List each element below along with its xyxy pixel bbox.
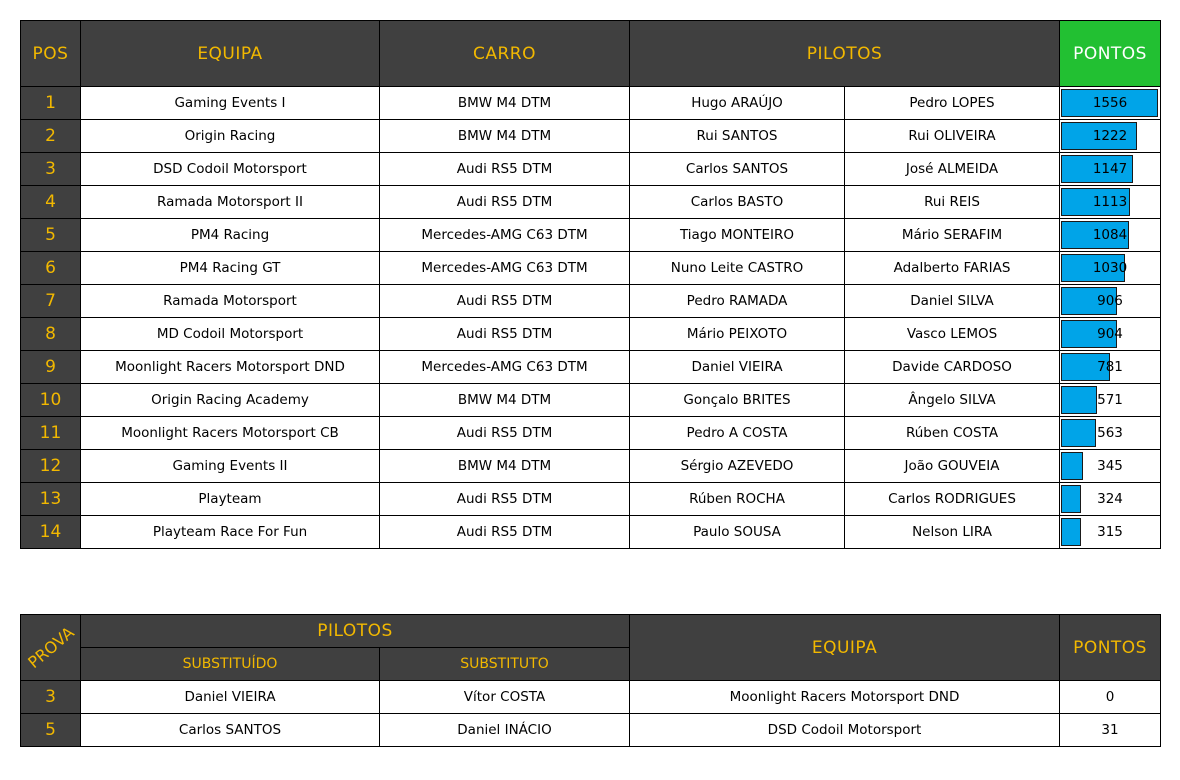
- standings-body: [21, 87, 1161, 549]
- driver1-cell: Gonçalo BRITES: [630, 384, 845, 417]
- subs-team-header: EQUIPA: [630, 615, 1060, 681]
- subs-points-cell: 0: [1060, 681, 1161, 714]
- driver2-cell: Nelson LIRA: [845, 516, 1060, 549]
- position-cell: 2: [21, 120, 81, 153]
- replaced-cell: Carlos SANTOS: [81, 714, 380, 747]
- replaced-header: SUBSTITUÍDO: [81, 648, 380, 681]
- points-cell: [1060, 351, 1161, 384]
- position-cell: 6: [21, 252, 81, 285]
- points-cell: [1060, 417, 1161, 450]
- position-cell: 10: [21, 384, 81, 417]
- driver2-cell: João GOUVEIA: [845, 450, 1060, 483]
- points-value: 906: [1097, 293, 1123, 309]
- driver1-cell: Rui SANTOS: [630, 120, 845, 153]
- points-value: 324: [1097, 491, 1123, 507]
- points-value: 345: [1097, 458, 1123, 474]
- points-value: 1556: [1092, 95, 1128, 111]
- standings-row: [21, 153, 1161, 186]
- car-cell: BMW M4 DTM: [380, 87, 630, 120]
- points-value: 904: [1097, 326, 1123, 342]
- position-cell: 11: [21, 417, 81, 450]
- position-cell: 3: [21, 153, 81, 186]
- subs-header-row-1: [21, 615, 1161, 648]
- team-cell: Ramada Motorsport II: [81, 186, 380, 219]
- position-cell: 9: [21, 351, 81, 384]
- car-cell: BMW M4 DTM: [380, 120, 630, 153]
- team-cell: MD Codoil Motorsport: [81, 318, 380, 351]
- points-value: 1113: [1092, 194, 1128, 210]
- team-cell: Playteam Race For Fun: [81, 516, 380, 549]
- driver2-cell: Daniel SILVA: [845, 285, 1060, 318]
- subs-body: [21, 681, 1161, 747]
- driver1-cell: Rúben ROCHA: [630, 483, 845, 516]
- points-bar: [1061, 518, 1081, 546]
- team-cell: Moonlight Racers Motorsport DND: [81, 351, 380, 384]
- car-cell: Mercedes-AMG C63 DTM: [380, 351, 630, 384]
- standings-table: [20, 20, 1161, 549]
- substitution-row: [21, 681, 1161, 714]
- driver2-cell: Vasco LEMOS: [845, 318, 1060, 351]
- driver1-cell: Pedro A COSTA: [630, 417, 845, 450]
- points-cell: [1060, 87, 1161, 120]
- points-cell: [1060, 186, 1161, 219]
- points-bar: [1061, 452, 1083, 480]
- driver1-cell: Carlos BASTO: [630, 186, 845, 219]
- points-cell: [1060, 252, 1161, 285]
- substitute-cell: Vítor COSTA: [380, 681, 630, 714]
- driver1-cell: Mário PEIXOTO: [630, 318, 845, 351]
- car-cell: Audi RS5 DTM: [380, 153, 630, 186]
- driver1-cell: Pedro RAMADA: [630, 285, 845, 318]
- points-cell: [1060, 483, 1161, 516]
- points-cell: [1060, 318, 1161, 351]
- subs-drivers-header: PILOTOS: [81, 615, 630, 648]
- car-cell: Audi RS5 DTM: [380, 516, 630, 549]
- car-cell: Audi RS5 DTM: [380, 186, 630, 219]
- driver2-cell: Rui REIS: [845, 186, 1060, 219]
- points-cell: [1060, 285, 1161, 318]
- driver2-cell: Rui OLIVEIRA: [845, 120, 1060, 153]
- position-cell: 1: [21, 87, 81, 120]
- points-cell: [1060, 153, 1161, 186]
- standings-header-row: [21, 21, 1161, 87]
- position-cell: 4: [21, 186, 81, 219]
- points-cell: [1060, 219, 1161, 252]
- points-cell: [1060, 120, 1161, 153]
- points-bar: [1061, 419, 1096, 447]
- team-cell: Gaming Events I: [81, 87, 380, 120]
- standings-row: [21, 219, 1161, 252]
- team-cell: Gaming Events II: [81, 450, 380, 483]
- points-value: 315: [1097, 524, 1123, 540]
- pos-header: POS: [21, 21, 81, 87]
- driver2-cell: Ângelo SILVA: [845, 384, 1060, 417]
- subs-points-header: PONTOS: [1060, 615, 1161, 681]
- points-cell: [1060, 384, 1161, 417]
- driver1-cell: Paulo SOUSA: [630, 516, 845, 549]
- points-value: 563: [1097, 425, 1123, 441]
- driver2-cell: Davide CARDOSO: [845, 351, 1060, 384]
- car-cell: Audi RS5 DTM: [380, 318, 630, 351]
- drivers-header: PILOTOS: [630, 21, 1060, 87]
- team-cell: Moonlight Racers Motorsport CB: [81, 417, 380, 450]
- standings-row: [21, 285, 1161, 318]
- standings-row: [21, 186, 1161, 219]
- driver1-cell: Carlos SANTOS: [630, 153, 845, 186]
- car-cell: Audi RS5 DTM: [380, 285, 630, 318]
- substitution-row: [21, 714, 1161, 747]
- team-cell: DSD Codoil Motorsport: [81, 153, 380, 186]
- points-value: 1084: [1092, 227, 1128, 243]
- position-cell: 12: [21, 450, 81, 483]
- team-cell: Ramada Motorsport: [81, 285, 380, 318]
- points-header: PONTOS: [1060, 21, 1161, 87]
- standings-row: [21, 351, 1161, 384]
- driver1-cell: Daniel VIEIRA: [630, 351, 845, 384]
- substitute-cell: Daniel INÁCIO: [380, 714, 630, 747]
- driver2-cell: Adalberto FARIAS: [845, 252, 1060, 285]
- team-cell: Playteam: [81, 483, 380, 516]
- driver2-cell: Mário SERAFIM: [845, 219, 1060, 252]
- driver1-cell: Nuno Leite CASTRO: [630, 252, 845, 285]
- substitutions-table: [20, 614, 1161, 747]
- team-cell: Origin Racing: [81, 120, 380, 153]
- points-cell: [1060, 450, 1161, 483]
- points-bar: [1061, 386, 1097, 414]
- driver1-cell: Hugo ARAÚJO: [630, 87, 845, 120]
- points-value: 1030: [1092, 260, 1128, 276]
- points-value: 781: [1097, 359, 1123, 375]
- points-bar: [1061, 485, 1081, 513]
- standings-row: [21, 120, 1161, 153]
- team-header: EQUIPA: [81, 21, 380, 87]
- points-cell: [1060, 516, 1161, 549]
- car-cell: Audi RS5 DTM: [380, 483, 630, 516]
- standings-row: [21, 384, 1161, 417]
- replaced-cell: Daniel VIEIRA: [81, 681, 380, 714]
- standings-row: [21, 516, 1161, 549]
- team-cell: PM4 Racing: [81, 219, 380, 252]
- points-value: 1222: [1092, 128, 1128, 144]
- subs-team-cell: Moonlight Racers Motorsport DND: [630, 681, 1060, 714]
- driver2-cell: Pedro LOPES: [845, 87, 1060, 120]
- car-cell: Mercedes-AMG C63 DTM: [380, 219, 630, 252]
- subs-points-cell: 31: [1060, 714, 1161, 747]
- driver1-cell: Sérgio AZEVEDO: [630, 450, 845, 483]
- race-header-label: PROVA: [23, 622, 78, 673]
- driver1-cell: Tiago MONTEIRO: [630, 219, 845, 252]
- standings-row: [21, 450, 1161, 483]
- standings-row: [21, 252, 1161, 285]
- standings-row: [21, 417, 1161, 450]
- car-cell: BMW M4 DTM: [380, 384, 630, 417]
- standings-row: [21, 87, 1161, 120]
- car-cell: Mercedes-AMG C63 DTM: [380, 252, 630, 285]
- subs-team-cell: DSD Codoil Motorsport: [630, 714, 1060, 747]
- race-cell: 3: [21, 681, 81, 714]
- points-value: 571: [1097, 392, 1123, 408]
- car-cell: Audi RS5 DTM: [380, 417, 630, 450]
- driver2-cell: José ALMEIDA: [845, 153, 1060, 186]
- car-cell: BMW M4 DTM: [380, 450, 630, 483]
- driver2-cell: Carlos RODRIGUES: [845, 483, 1060, 516]
- points-value: 1147: [1092, 161, 1128, 177]
- team-cell: Origin Racing Academy: [81, 384, 380, 417]
- position-cell: 7: [21, 285, 81, 318]
- standings-row: [21, 318, 1161, 351]
- position-cell: 14: [21, 516, 81, 549]
- race-cell: 5: [21, 714, 81, 747]
- position-cell: 13: [21, 483, 81, 516]
- standings-row: [21, 483, 1161, 516]
- team-cell: PM4 Racing GT: [81, 252, 380, 285]
- car-header: CARRO: [380, 21, 630, 87]
- position-cell: 5: [21, 219, 81, 252]
- substitute-header: SUBSTITUTO: [380, 648, 630, 681]
- race-header: [21, 615, 81, 681]
- position-cell: 8: [21, 318, 81, 351]
- driver2-cell: Rúben COSTA: [845, 417, 1060, 450]
